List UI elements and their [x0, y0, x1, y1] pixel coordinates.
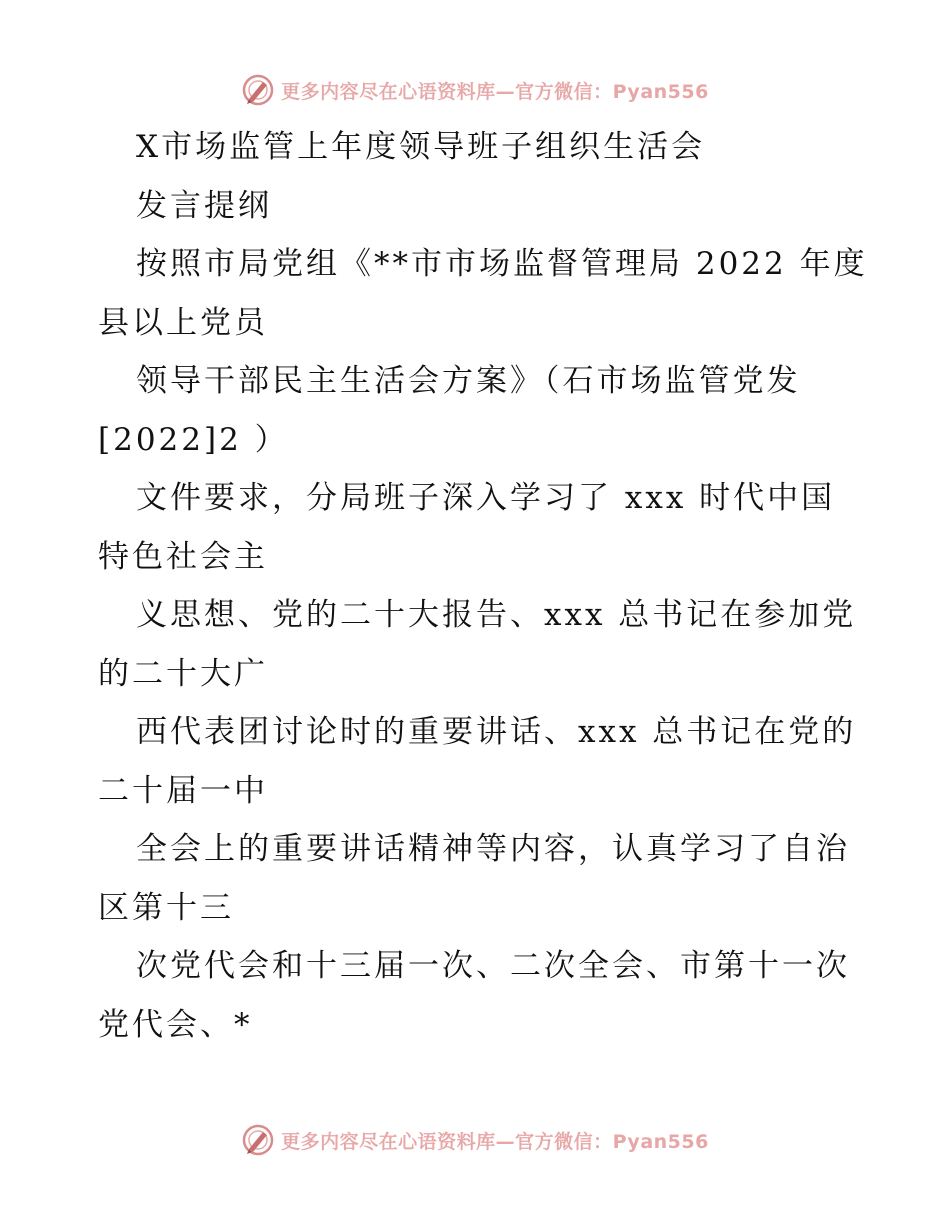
text-line: 县以上党员	[98, 304, 268, 341]
header-watermark	[0, 70, 950, 110]
text-line: 党代会、*	[98, 1006, 253, 1043]
text-line: 的二十大广	[98, 655, 268, 692]
watermark-text: 更多内容尽在心语资料库—官方微信：Pyan556	[281, 1130, 709, 1153]
text-line: 按照市局党组《**市市场监督管理局 2022 年度	[136, 246, 868, 282]
text-line: X市场监管上年度领导班子组织生活会	[136, 129, 706, 165]
text-line: 义思想、党的二十大报告、xxx 总书记在参加党	[136, 597, 857, 633]
watermark-text: 更多内容尽在心语资料库—官方微信：Pyan556	[281, 80, 709, 103]
footer-watermark	[0, 1120, 950, 1160]
text-line: 西代表团讨论时的重要讲话、xxx 总书记在党的	[136, 714, 857, 750]
text-line: 二十届一中	[98, 772, 268, 809]
text-line: 领导干部民主生活会方案》（石市场监管党发	[136, 363, 801, 399]
document-body	[98, 118, 868, 1054]
pen-logo-icon	[241, 73, 275, 107]
text-line: [2022]2 ）	[98, 421, 289, 458]
text-line: 区第十三	[98, 889, 234, 926]
text-line: 全会上的重要讲话精神等内容，认真学习了自治	[136, 831, 850, 867]
text-line: 文件要求，分局班子深入学习了 xxx 时代中国	[136, 480, 836, 516]
text-line: 特色社会主	[98, 538, 268, 575]
text-line: 次党代会和十三届一次、二次全会、市第十一次	[136, 948, 850, 984]
text-line: 发言提纲	[136, 187, 272, 224]
pen-logo-icon	[241, 1123, 275, 1157]
